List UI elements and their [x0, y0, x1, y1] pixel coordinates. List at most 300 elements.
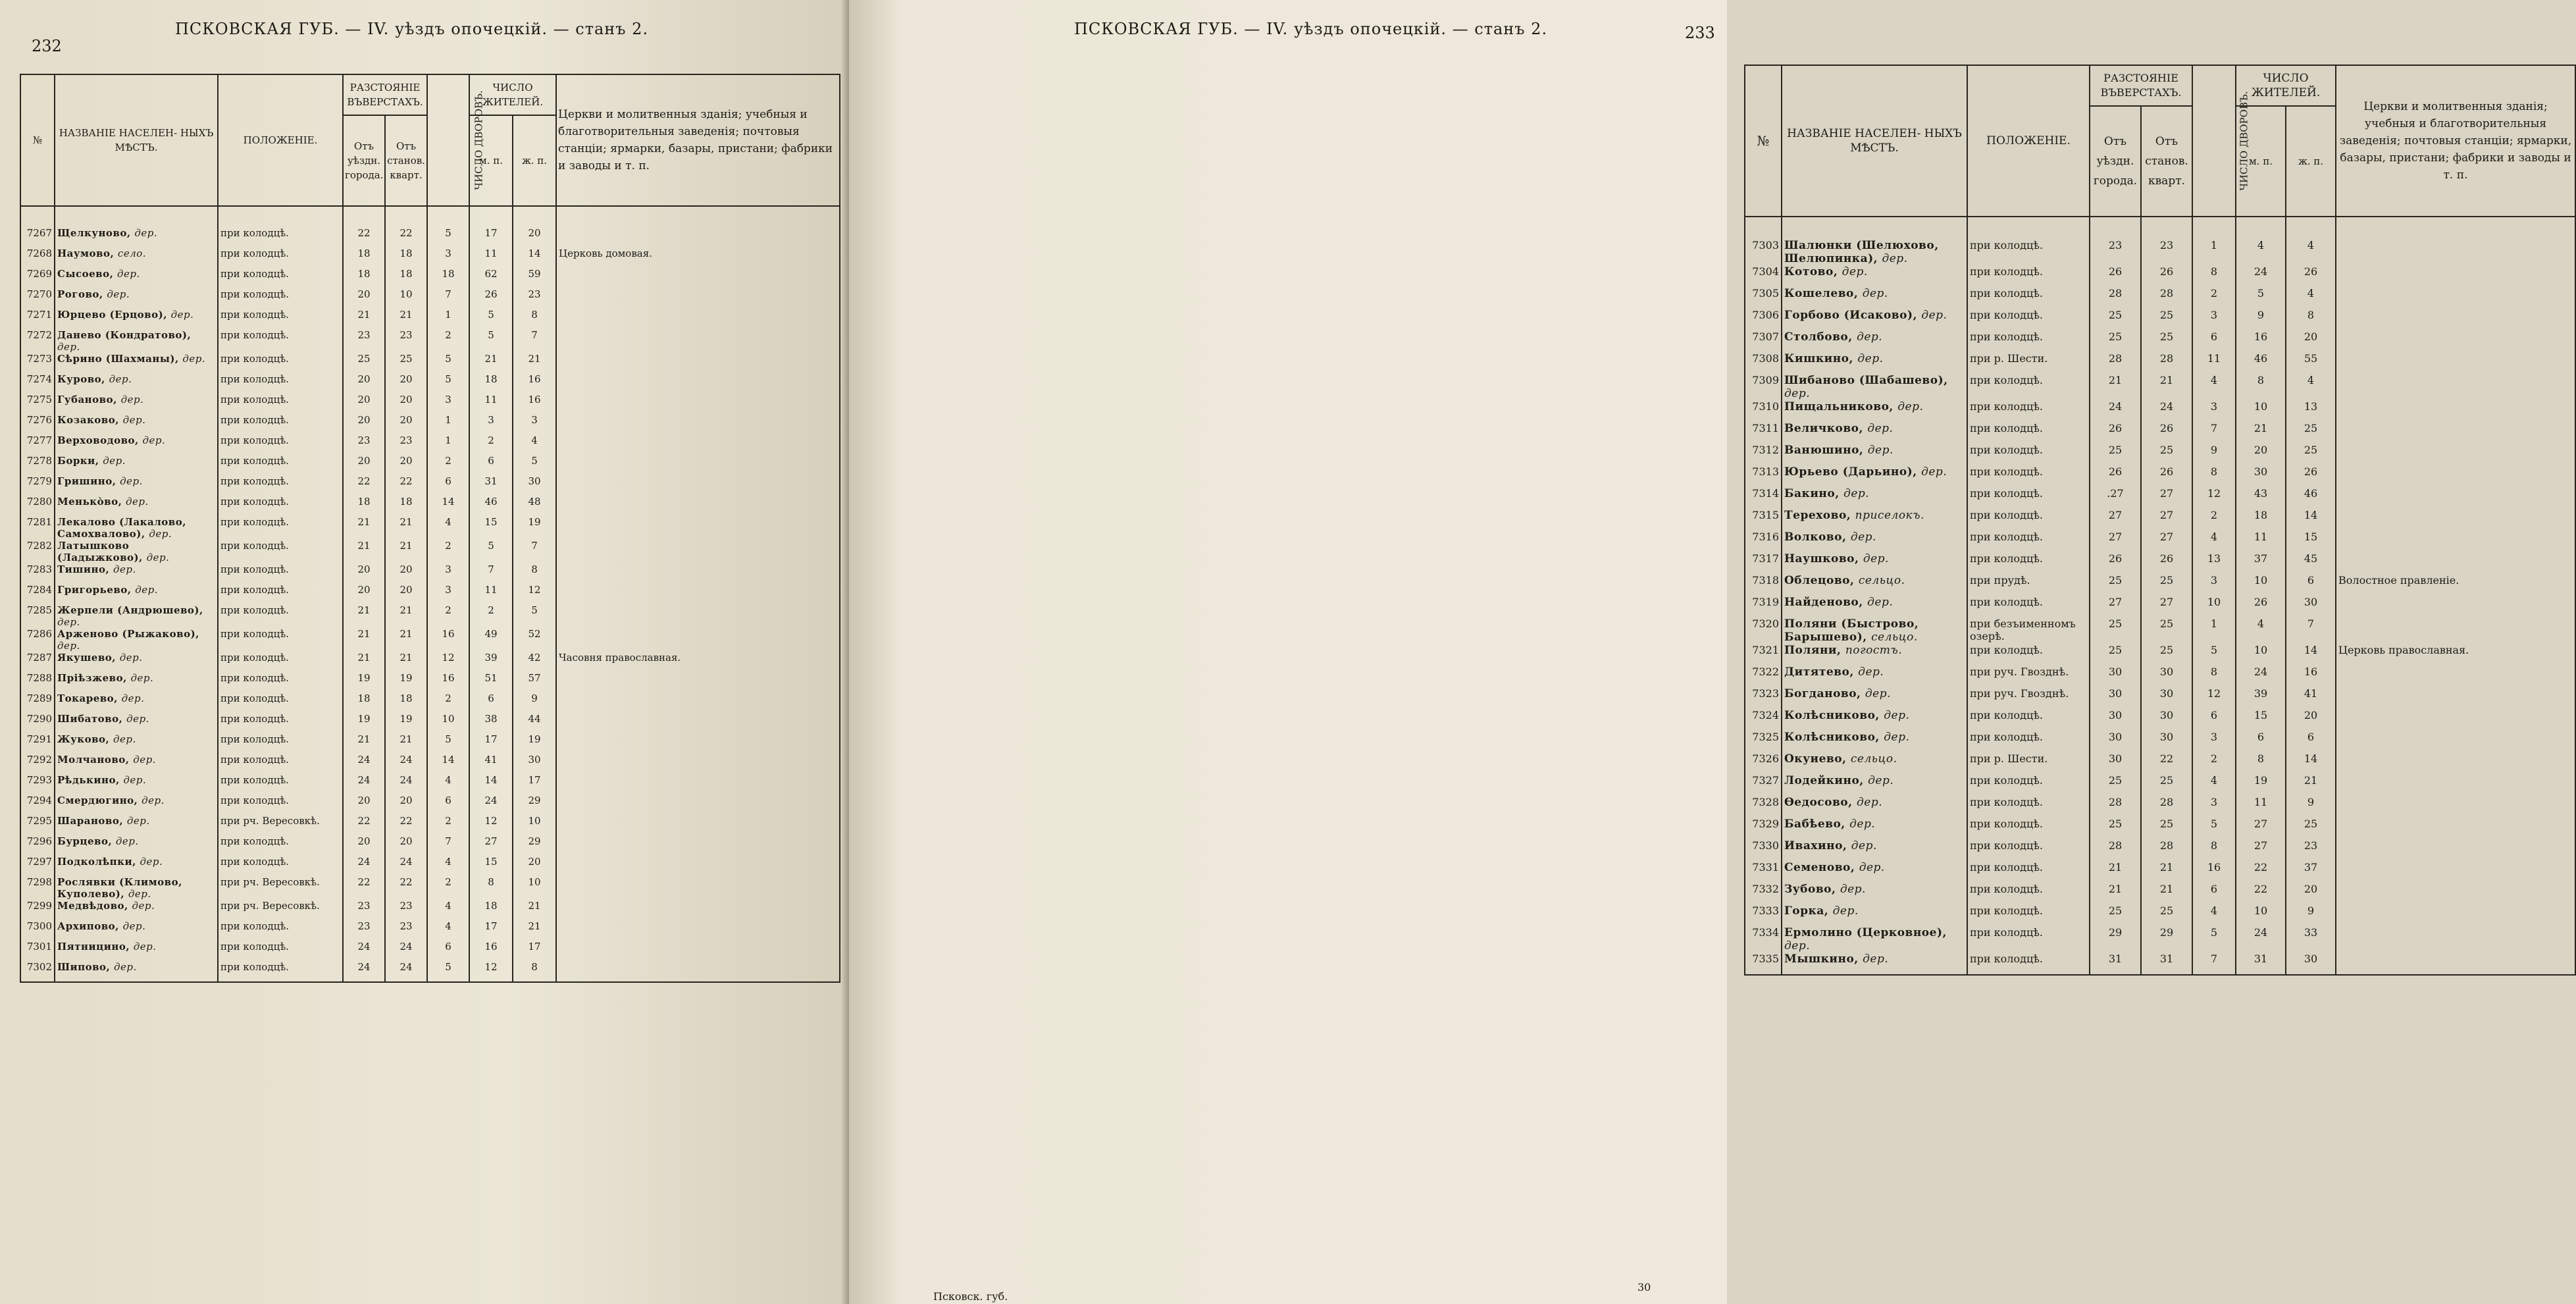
- place-name: [55, 774, 218, 795]
- place-name: [1782, 839, 1967, 861]
- location: при колодцѣ.: [218, 754, 343, 774]
- place-type: дер.: [1862, 287, 1888, 300]
- distance-town: 26: [2090, 552, 2141, 574]
- notes: [2336, 952, 2575, 975]
- female-count: 10: [513, 815, 556, 835]
- yards-count: 5: [427, 373, 469, 394]
- row-number: 7327: [1745, 774, 1782, 796]
- notes: [2336, 465, 2575, 487]
- place-type: дер.: [1867, 422, 1893, 435]
- location: при колодцѣ.: [1967, 796, 2090, 818]
- place-name-text: Кишкино,: [1784, 352, 1853, 365]
- place-type: дер.: [1784, 939, 1811, 952]
- location: при колодцѣ.: [1967, 839, 2090, 861]
- female-count: 12: [513, 584, 556, 604]
- place-name: [1782, 400, 1967, 422]
- table-row: [20, 496, 840, 516]
- notes: [556, 516, 840, 540]
- distance-camp: 25: [385, 353, 427, 373]
- place-name-text: Рослявки (Климово, Куполево),: [57, 876, 182, 900]
- notes: [2336, 239, 2575, 265]
- left-table-body: [20, 206, 840, 982]
- place-name: [1782, 752, 1967, 774]
- location: при колодцѣ.: [1967, 444, 2090, 465]
- place-name: [55, 941, 218, 961]
- location: при колодцѣ.: [218, 941, 343, 961]
- male-count: 18: [469, 373, 513, 394]
- place-name-text: Колѣсниково,: [1784, 731, 1880, 744]
- distance-camp: 20: [385, 373, 427, 394]
- distance-camp: 25: [2141, 309, 2192, 330]
- distance-camp: 26: [2141, 422, 2192, 444]
- yards-count: 4: [2192, 374, 2236, 400]
- place-name-text: Өедосово,: [1784, 796, 1853, 809]
- place-type: дер.: [1863, 952, 1889, 966]
- place-type: дер.: [1851, 839, 1877, 852]
- location: при колодцѣ.: [218, 835, 343, 856]
- row-number: 7301: [20, 941, 55, 961]
- location: при колодцѣ.: [218, 628, 343, 652]
- female-count: 23: [513, 288, 556, 309]
- notes: [2336, 265, 2575, 287]
- row-number: 7286: [20, 628, 55, 652]
- yards-count: 5: [2192, 818, 2236, 839]
- place-name: [1782, 330, 1967, 352]
- distance-town: 28: [2090, 287, 2141, 309]
- location: при колодцѣ.: [1967, 644, 2090, 665]
- notes: [556, 754, 840, 774]
- yards-count: 6: [427, 475, 469, 496]
- place-name-text: Богданово,: [1784, 687, 1861, 700]
- distance-camp: 27: [2141, 596, 2192, 617]
- male-count: 3: [469, 414, 513, 434]
- distance-town: 31: [2090, 952, 2141, 975]
- location: при колодцѣ.: [1967, 861, 2090, 883]
- row-number: 7324: [1745, 709, 1782, 731]
- distance-town: 22: [343, 227, 385, 248]
- place-name: [1782, 422, 1967, 444]
- yards-count: 3: [427, 248, 469, 268]
- yards-count: 16: [427, 672, 469, 692]
- male-count: 8: [469, 876, 513, 900]
- place-type: дер.: [128, 888, 151, 900]
- female-count: 4: [513, 434, 556, 455]
- yards-count: 2: [427, 815, 469, 835]
- distance-town: 27: [2090, 509, 2141, 531]
- notes: [2336, 818, 2575, 839]
- place-type: дер.: [1850, 531, 1876, 544]
- notes: [2336, 731, 2575, 752]
- row-number: 7297: [20, 856, 55, 876]
- distance-camp: 29: [2141, 926, 2192, 952]
- row-number: 7269: [20, 268, 55, 288]
- table-row: [20, 563, 840, 584]
- footer-text: Псковск. губ.: [933, 1290, 1008, 1303]
- notes: [2336, 287, 2575, 309]
- row-number: 7287: [20, 652, 55, 672]
- female-count: 15: [2286, 531, 2336, 552]
- table-row: [1745, 644, 2575, 665]
- table-row: [1745, 400, 2575, 422]
- distance-town: 30: [2090, 687, 2141, 709]
- place-name: [55, 733, 218, 754]
- row-number: 7291: [20, 733, 55, 754]
- place-type: дер.: [1857, 330, 1883, 344]
- distance-camp: 30: [2141, 709, 2192, 731]
- place-name-text: Менько̀во,: [57, 496, 122, 508]
- notes: [556, 268, 840, 288]
- table-row: [1745, 552, 2575, 574]
- place-name-text: Григорьево,: [57, 584, 132, 596]
- notes: [556, 496, 840, 516]
- place-name: [1782, 574, 1967, 596]
- location: при колодцѣ.: [218, 414, 343, 434]
- distance-camp: 18: [385, 496, 427, 516]
- distance-camp: 22: [385, 815, 427, 835]
- yards-count: 2: [427, 540, 469, 563]
- place-type: дер.: [57, 616, 80, 628]
- distance-camp: 23: [385, 329, 427, 353]
- place-name-text: Подколѣпки,: [57, 856, 136, 868]
- place-type: дер.: [133, 941, 157, 952]
- place-name: [1782, 309, 1967, 330]
- distance-town: 27: [2090, 531, 2141, 552]
- place-name: [1782, 687, 1967, 709]
- male-count: 10: [2236, 644, 2286, 665]
- notes: [2336, 752, 2575, 774]
- location: при колодцѣ.: [218, 774, 343, 795]
- yards-count: 3: [2192, 400, 2236, 422]
- row-number: 7328: [1745, 796, 1782, 818]
- female-count: 45: [2286, 552, 2336, 574]
- male-count: 21: [2236, 422, 2286, 444]
- table-row: [20, 876, 840, 900]
- female-count: 48: [513, 496, 556, 516]
- location: при колодцѣ.: [218, 920, 343, 941]
- place-name: [55, 584, 218, 604]
- location: при р. Шести.: [1967, 352, 2090, 374]
- row-number: 7271: [20, 309, 55, 329]
- distance-camp: 22: [2141, 752, 2192, 774]
- row-number: 7304: [1745, 265, 1782, 287]
- female-count: 25: [2286, 422, 2336, 444]
- distance-town: 21: [2090, 883, 2141, 904]
- male-count: 2: [469, 604, 513, 628]
- distance-town: 22: [343, 475, 385, 496]
- location: при колодцѣ.: [1967, 731, 2090, 752]
- distance-town: 23: [2090, 239, 2141, 265]
- distance-camp: 23: [385, 920, 427, 941]
- place-name: [55, 692, 218, 713]
- location: при колодцѣ.: [1967, 487, 2090, 509]
- distance-town: 20: [343, 288, 385, 309]
- notes: Церковь домовая.: [556, 248, 840, 268]
- place-name-text: Шибаново (Шабашево),: [1784, 374, 1948, 387]
- male-count: 6: [469, 692, 513, 713]
- yards-count: 2: [427, 876, 469, 900]
- place-type: дер.: [142, 795, 165, 806]
- male-count: 39: [469, 652, 513, 672]
- location: при колодцѣ.: [218, 713, 343, 733]
- table-row: [20, 268, 840, 288]
- place-type: дер.: [113, 733, 136, 745]
- place-type: дер.: [146, 552, 170, 563]
- male-count: 16: [469, 941, 513, 961]
- male-count: 4: [2236, 239, 2286, 265]
- location: при колодцѣ.: [218, 455, 343, 475]
- notes: [2336, 531, 2575, 552]
- table-row: [20, 353, 840, 373]
- male-count: 7: [469, 563, 513, 584]
- row-number: 7305: [1745, 287, 1782, 309]
- location: при р. Шести.: [1967, 752, 2090, 774]
- table-row: [20, 475, 840, 496]
- table-row: [1745, 926, 2575, 952]
- place-name-text: Бурцево,: [57, 835, 113, 847]
- male-count: 9: [2236, 309, 2286, 330]
- notes: [2336, 487, 2575, 509]
- distance-camp: 21: [385, 309, 427, 329]
- place-name: [55, 540, 218, 563]
- table-row: [1745, 287, 2575, 309]
- distance-town: 23: [343, 434, 385, 455]
- place-name-text: Сѣрино (Шахманы),: [57, 353, 179, 365]
- place-name: [55, 373, 218, 394]
- location: при колодцѣ.: [1967, 709, 2090, 731]
- place-name: [1782, 774, 1967, 796]
- distance-town: 18: [343, 268, 385, 288]
- female-count: 13: [2286, 400, 2336, 422]
- place-type: дер.: [1884, 709, 1910, 722]
- notes: [556, 713, 840, 733]
- location: при руч. Гвозднѣ.: [1967, 687, 2090, 709]
- left-running-header: ПСКОВСКАЯ ГУБ. — IV. уѣздъ опочецкій. — станъ 2.: [175, 20, 649, 38]
- table-row: [20, 815, 840, 835]
- yards-count: 3: [2192, 574, 2236, 596]
- male-count: 11: [469, 584, 513, 604]
- place-name-text: Шалюнки (Шелюхово, Шелюпинка),: [1784, 239, 1939, 265]
- place-name-text: Семеново,: [1784, 861, 1855, 874]
- table-row: [1745, 239, 2575, 265]
- distance-camp: 22: [385, 475, 427, 496]
- distance-town: 21: [343, 652, 385, 672]
- location: при прудѣ.: [1967, 574, 2090, 596]
- place-name-text: Шибатово,: [57, 713, 123, 725]
- yards-count: 1: [427, 309, 469, 329]
- row-number: 7292: [20, 754, 55, 774]
- place-type: дер.: [122, 414, 146, 426]
- notes: [556, 876, 840, 900]
- table-row: [20, 455, 840, 475]
- notes: [556, 920, 840, 941]
- place-type: дер.: [1867, 444, 1893, 457]
- notes: [2336, 687, 2575, 709]
- table-row: [1745, 444, 2575, 465]
- row-number: 7308: [1745, 352, 1782, 374]
- place-type: дер.: [182, 353, 206, 365]
- female-count: 30: [513, 475, 556, 496]
- place-name: [55, 754, 218, 774]
- female-count: 26: [2286, 265, 2336, 287]
- location: при колодцѣ.: [1967, 239, 2090, 265]
- place-name: [1782, 952, 1967, 975]
- table-row: [1745, 422, 2575, 444]
- distance-camp: 20: [385, 394, 427, 414]
- place-type: погостъ.: [1845, 644, 1903, 657]
- row-number: 7268: [20, 248, 55, 268]
- place-type: дер.: [120, 475, 143, 487]
- place-name: [55, 414, 218, 434]
- distance-camp: 19: [385, 672, 427, 692]
- row-number: 7280: [20, 496, 55, 516]
- table-row: [1745, 509, 2575, 531]
- distance-camp: 20: [385, 455, 427, 475]
- place-name: [55, 434, 218, 455]
- female-count: 7: [513, 329, 556, 353]
- place-name-text: Жерпели (Андрюшево),: [57, 604, 203, 616]
- female-count: 5: [513, 455, 556, 475]
- distance-town: 28: [2090, 839, 2141, 861]
- male-count: 49: [469, 628, 513, 652]
- distance-camp: 21: [2141, 374, 2192, 400]
- place-name-text: Дитятево,: [1784, 665, 1854, 679]
- table-row: [1745, 665, 2575, 687]
- table-row: [1745, 904, 2575, 926]
- location: при колодцѣ.: [1967, 287, 2090, 309]
- female-count: 20: [2286, 709, 2336, 731]
- table-row: [20, 628, 840, 652]
- male-count: 8: [2236, 752, 2286, 774]
- yards-count: 7: [427, 288, 469, 309]
- place-name: [55, 516, 218, 540]
- distance-camp: 30: [2141, 665, 2192, 687]
- col-male: м. п.: [469, 115, 513, 206]
- distance-town: 23: [343, 920, 385, 941]
- distance-camp: 21: [385, 628, 427, 652]
- yards-count: 6: [427, 795, 469, 815]
- col-dist-camp: Отъ станов. кварт.: [385, 115, 427, 206]
- male-count: 20: [2236, 444, 2286, 465]
- male-count: 12: [469, 815, 513, 835]
- notes: [2336, 709, 2575, 731]
- place-type: дер.: [1865, 687, 1892, 700]
- col-female: ж. п.: [2286, 106, 2336, 217]
- yards-count: 14: [427, 496, 469, 516]
- location: при колодцѣ.: [1967, 309, 2090, 330]
- place-type: дер.: [1784, 387, 1811, 400]
- row-number: 7325: [1745, 731, 1782, 752]
- table-row: [1745, 617, 2575, 644]
- distance-town: 20: [343, 373, 385, 394]
- male-count: 27: [469, 835, 513, 856]
- notes: [2336, 374, 2575, 400]
- location: при колодцѣ.: [218, 268, 343, 288]
- place-name: [55, 672, 218, 692]
- female-count: 57: [513, 672, 556, 692]
- distance-camp: 24: [385, 941, 427, 961]
- place-name-text: Столбово,: [1784, 330, 1853, 344]
- place-type: дер.: [1858, 665, 1884, 679]
- place-name-text: Рогово,: [57, 288, 103, 300]
- place-name: [55, 900, 218, 920]
- place-type: дер.: [1897, 400, 1924, 413]
- yards-count: 6: [427, 941, 469, 961]
- male-count: 22: [2236, 861, 2286, 883]
- location: при колодцѣ.: [218, 309, 343, 329]
- male-count: 18: [2236, 509, 2286, 531]
- table-row: [20, 672, 840, 692]
- left-page-number: 232: [32, 37, 62, 55]
- location: при колодцѣ.: [218, 652, 343, 672]
- table-row: [20, 604, 840, 628]
- table-row: [20, 856, 840, 876]
- place-type: дер.: [1849, 818, 1876, 831]
- yards-count: 4: [427, 920, 469, 941]
- col-dist-town: Отъ уѣздн. города.: [2090, 106, 2141, 217]
- place-name-text: Борки,: [57, 455, 99, 467]
- notes: [556, 604, 840, 628]
- row-number: 7293: [20, 774, 55, 795]
- yards-count: 5: [2192, 926, 2236, 952]
- col-distance: РАЗСТОЯНІЕ ВЪВЕРСТАХЪ.: [343, 74, 427, 115]
- yards-count: 5: [427, 353, 469, 373]
- place-type: дер.: [149, 528, 172, 540]
- location: при колодцѣ.: [1967, 531, 2090, 552]
- location: при колодцѣ.: [1967, 465, 2090, 487]
- male-count: 11: [469, 394, 513, 414]
- table-row: [1745, 883, 2575, 904]
- yards-count: 5: [427, 227, 469, 248]
- female-count: 3: [513, 414, 556, 434]
- distance-camp: 21: [2141, 861, 2192, 883]
- location: при колодцѣ.: [218, 496, 343, 516]
- place-name-text: Смердюгино,: [57, 795, 138, 806]
- distance-town: 22: [343, 815, 385, 835]
- distance-camp: 26: [2141, 465, 2192, 487]
- male-count: 39: [2236, 687, 2286, 709]
- yards-count: 3: [427, 584, 469, 604]
- male-count: 24: [2236, 665, 2286, 687]
- male-count: 15: [2236, 709, 2286, 731]
- table-row: [20, 733, 840, 754]
- place-type: дер.: [119, 652, 143, 664]
- place-name-text: Ермолино (Церковное),: [1784, 926, 1947, 939]
- distance-camp: 27: [2141, 509, 2192, 531]
- yards-count: 2: [2192, 287, 2236, 309]
- female-count: 14: [2286, 509, 2336, 531]
- female-count: 59: [513, 268, 556, 288]
- table-row: [20, 248, 840, 268]
- female-count: 37: [2286, 861, 2336, 883]
- row-number: 7314: [1745, 487, 1782, 509]
- col-inhabitants: ЧИСЛО ЖИТЕЛЕЙ.: [469, 74, 556, 115]
- place-name-text: Пятницино,: [57, 941, 130, 952]
- distance-camp: 21: [385, 540, 427, 563]
- location: при безъименномъ озерѣ.: [1967, 617, 2090, 644]
- distance-camp: 26: [2141, 265, 2192, 287]
- table-row: [20, 652, 840, 672]
- place-name: [1782, 374, 1967, 400]
- table-row: [1745, 731, 2575, 752]
- yards-count: 13: [2192, 552, 2236, 574]
- row-number: 7284: [20, 584, 55, 604]
- female-count: 14: [2286, 644, 2336, 665]
- yards-count: 8: [2192, 839, 2236, 861]
- distance-camp: 24: [385, 754, 427, 774]
- row-number: 7310: [1745, 400, 1782, 422]
- location: при колодцѣ.: [1967, 400, 2090, 422]
- table-row: [1745, 574, 2575, 596]
